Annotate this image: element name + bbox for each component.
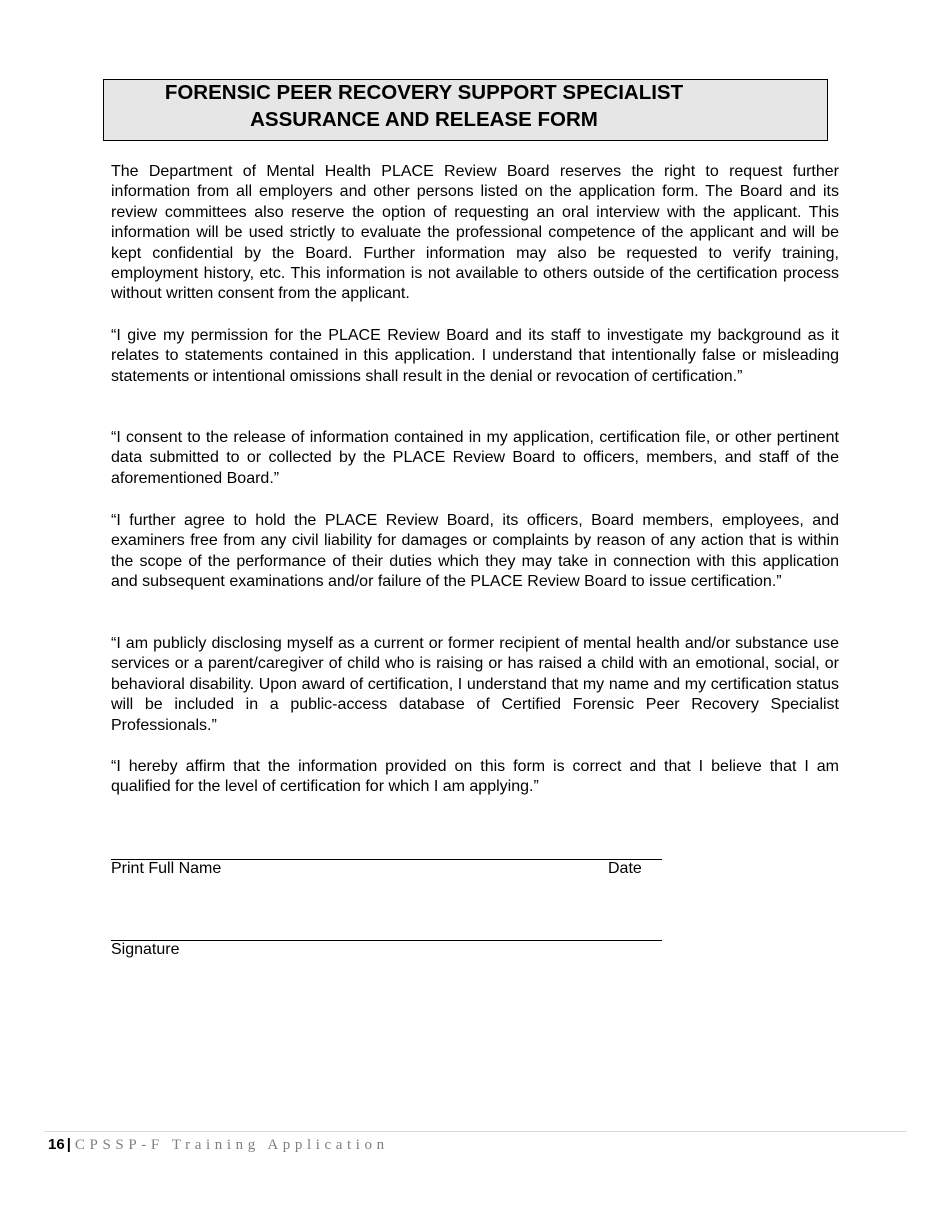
page-footer — [48, 1135, 389, 1155]
affirmation-statement: “I hereby affirm that the information provided on this form is correct and that I believe that I am qualified for the level of certification for which I am applying.” — [111, 758, 839, 796]
permission-statement: “I give my permission for the PLACE Review Board and its staff to investigate my background as it relates to statements contained in this application. I understand that intentionally false or misleading statements or intentional omissions shall result in the denial or revocation of certification.” — [111, 327, 839, 385]
form-title-line-2: ASSURANCE AND RELEASE FORM — [250, 108, 598, 131]
signature-label: Signature — [111, 941, 180, 958]
footer-divider — [44, 1131, 906, 1132]
footer-separator: | — [66, 1136, 71, 1153]
date-label: Date — [608, 860, 642, 877]
form-title-box — [103, 79, 828, 141]
footer-document-title: CPSSP-F Training Application — [74, 1137, 389, 1153]
intro-paragraph: The Department of Mental Health PLACE Review Board reserves the right to request further information from all employers and other persons listed on the application form. The Board and its review committees also reserve the option of requesting an oral interview with the applicant. This information will be used strictly to evaluate the professional competence of the applicant and will be kept confidential by the Board. Further information may also be requested to verify training, employment history, etc. This information is not available to others outside of the certification process without written consent from the applicant. — [111, 163, 839, 303]
consent-statement: “I consent to the release of information contained in my application, certification file, or other pertinent data submitted to or collected by the PLACE Review Board to officers, members, and staff of the aforementioned Board.” — [111, 429, 839, 487]
form-title-line-1: FORENSIC PEER RECOVERY SUPPORT SPECIALIST — [164, 81, 684, 104]
liability-release-statement: “I further agree to hold the PLACE Review Board, its officers, Board members, employees, and examiners free from any civil liability for damages or complaints by reason of any action that is within the scope of the performance of their duties which they may take in connection with this application and subsequent examinations and/or failure of the PLACE Review Board to issue certification.” — [111, 512, 839, 591]
page-number: 16 — [48, 1136, 65, 1153]
disclosure-statement: “I am publicly disclosing myself as a current or former recipient of mental health and/or substance use services or a parent/caregiver of child who is raising or has raised a child with an emotional, social, or behavioral disability. Upon award of certification, I understand that my name and my certification status will be included in a public-access database of Certified Forensic Peer Recovery Specialist Professionals.” — [111, 635, 839, 734]
print-full-name-label: Print Full Name — [111, 860, 222, 877]
signature-line[interactable] — [111, 940, 662, 941]
